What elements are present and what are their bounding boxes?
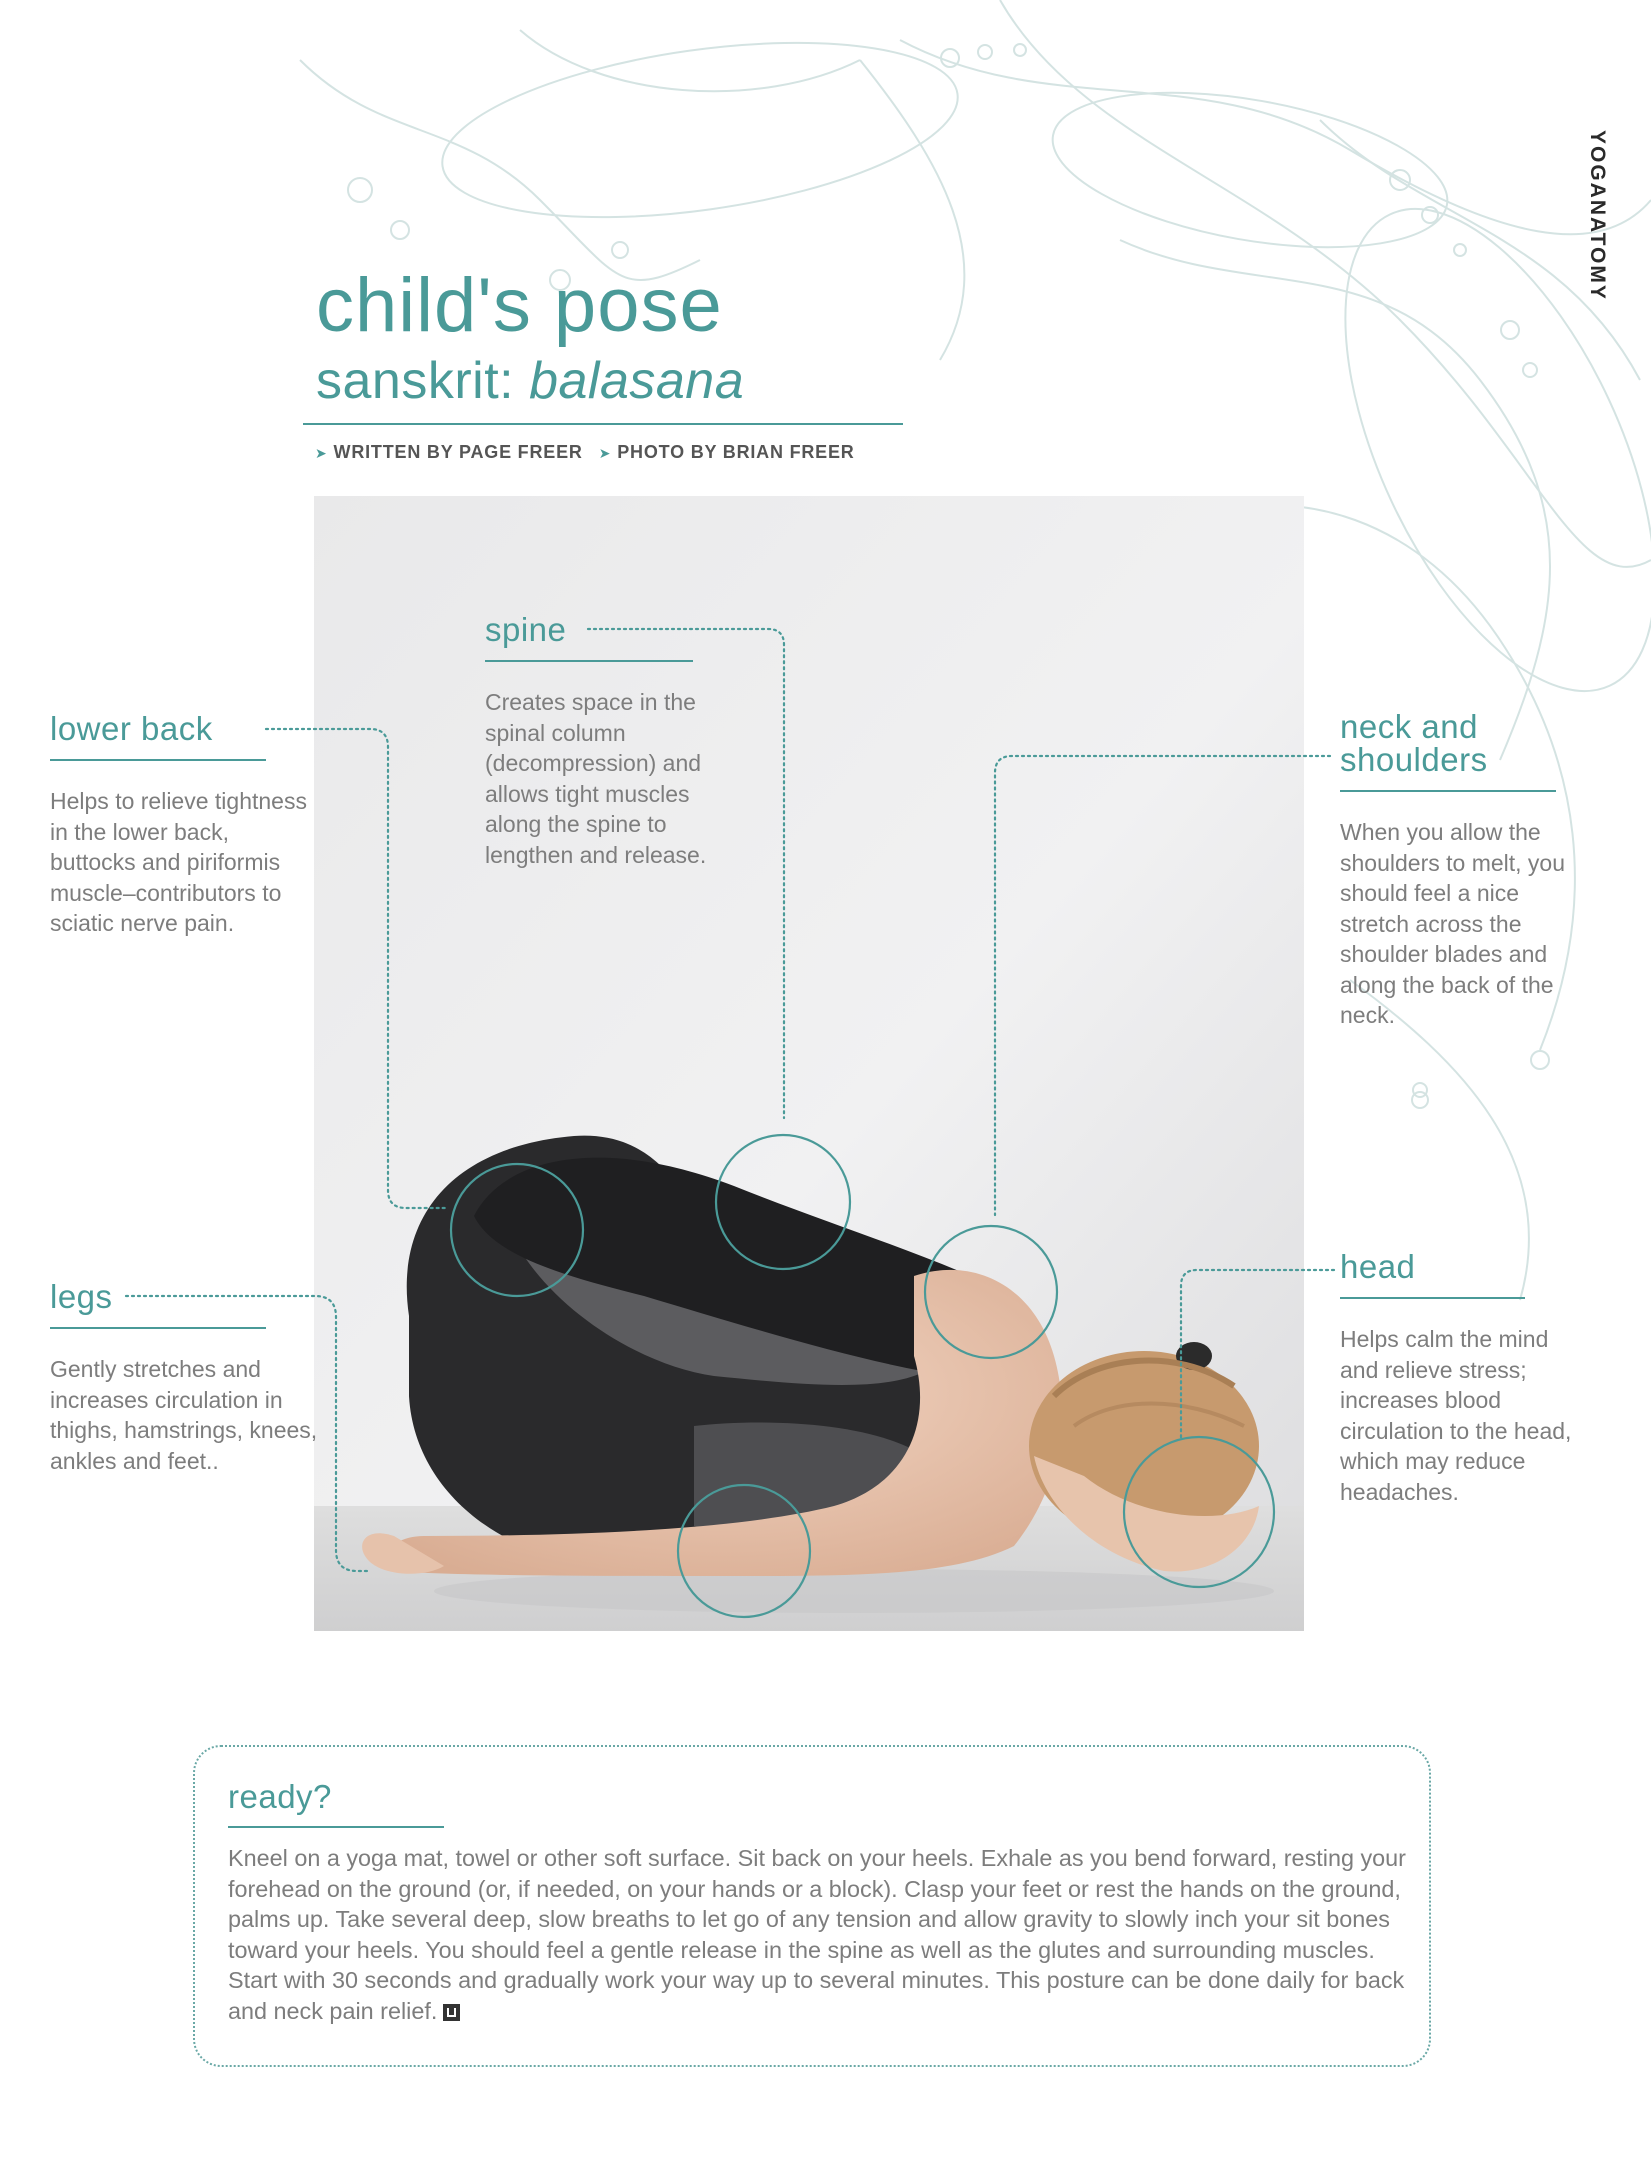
spine-divider	[485, 660, 693, 662]
arrow-icon: ➤	[598, 445, 612, 461]
ready-title: ready?	[228, 1778, 332, 1815]
head-divider	[1340, 1297, 1525, 1299]
legs-divider	[50, 1327, 266, 1329]
credits-line	[315, 442, 855, 463]
section-label: YOGANATOMY	[1586, 130, 1609, 301]
pose-photo	[314, 496, 1304, 1631]
lower-back-title: lower back	[50, 710, 213, 747]
ready-divider	[228, 1826, 444, 1828]
head-description: Helps calm the mind and relieve stress; increases blood circulation to the head, which may reduce headaches.	[1340, 1326, 1572, 1505]
legs-title: legs	[50, 1278, 113, 1315]
neck-shoulders-description: When you allow the shoulders to melt, you should feel a nice stretch across the shoulder blades and along the back of the neck.	[1340, 819, 1566, 1028]
page-title: child's pose	[316, 263, 723, 348]
spine-description: Creates space in the spinal column (decompression) and allows tight muscles along the spine to lengthen and release.	[485, 689, 707, 868]
head-title: head	[1340, 1248, 1416, 1285]
neck-shoulders-divider	[1340, 790, 1556, 792]
ready-text: Kneel on a yoga mat, towel or other soft surface. Sit back on your heels. Exhale as you bend forward, resting your forehead on the ground (or, if needed, on your hands or a block). Clasp your feet or rest the hands on the ground, palms up. Take several deep, slow breaths to let go of any tension and allow gravity to slowly inch your sit bones toward your heels. You should feel a gentle release in the spine as well as the glutes and surrounding muscles. Start with 30 seconds and gradually work your way up to several minutes. This posture can be done daily for back and neck pain relief.	[228, 1845, 1406, 2024]
ready-instructions	[228, 1843, 1408, 2026]
sanskrit-name: balasana	[529, 352, 745, 410]
spine-title: spine	[485, 611, 567, 648]
end-mark-icon	[443, 2004, 460, 2021]
title-divider	[303, 423, 903, 425]
page-subtitle	[316, 352, 745, 410]
legs-description: Gently stretches and increases circulation in thighs, hamstrings, knees, ankles and feet..	[50, 1356, 318, 1474]
author-credit: WRITTEN BY PAGE FREER	[333, 442, 583, 462]
neck-shoulders-title: neck and shoulders	[1340, 708, 1488, 778]
lower-back-divider	[50, 759, 266, 761]
lower-back-description: Helps to relieve tightness in the lower back, buttocks and piriformis muscle–contributors to sciatic nerve pain.	[50, 788, 307, 936]
arrow-icon: ➤	[315, 445, 328, 461]
sanskrit-prefix: sanskrit:	[316, 352, 515, 410]
photo-credit: PHOTO BY BRIAN FREER	[617, 442, 855, 462]
